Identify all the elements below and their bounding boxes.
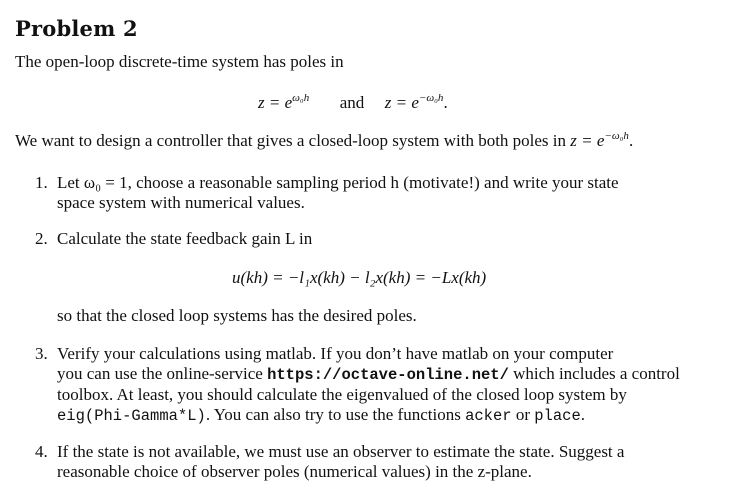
item-4-line-1: If the state is not available, we must use an observer to estimate the state. Suggest a <box>57 442 625 461</box>
item-2-line-2: so that the closed loop systems has the desired poles. <box>57 306 417 325</box>
item-4-number: 4. <box>35 442 48 461</box>
item-3-line-4 <box>57 405 585 426</box>
design-goal-pole-exponent: −ω₀h <box>604 130 629 142</box>
item-3-line-4-mid: . You can also try to use the functions <box>205 405 466 424</box>
code-acker: acker <box>465 407 512 425</box>
item-3-line-2 <box>57 364 680 385</box>
item-1-line-2: space system with numerical values. <box>57 193 305 212</box>
item-3-line-4-end: . <box>580 405 586 424</box>
pole-1: z = e <box>258 93 293 112</box>
feedback-equation: u(kh) = −l₁x(kh) − l₂x(kh) = −Lx(kh) <box>232 268 487 287</box>
item-3-line-3: toolbox. At least, you should calculate the eigenvalued of the closed loop system by <box>57 385 627 404</box>
item-3-line-1: Verify your calculations using matlab. If you don’t have matlab on your computer <box>57 344 614 363</box>
code-eig: eig(Phi-Gamma*L) <box>57 407 206 425</box>
code-place: place <box>534 407 581 425</box>
design-goal-sentence: We want to design a controller that gives a closed-loop system with both poles in <box>15 131 571 150</box>
poles-period: . <box>443 93 448 112</box>
design-goal-pole: z = e <box>570 131 605 150</box>
intro-text: The open-loop discrete-time system has poles in <box>15 52 344 71</box>
problem-title: Problem 2 <box>15 16 138 41</box>
poles-equation <box>258 93 448 113</box>
design-goal-period: . <box>628 131 634 150</box>
item-3-number: 3. <box>35 344 48 363</box>
item-2-line-1: Calculate the state feedback gain L in <box>57 229 313 248</box>
item-1-number: 1. <box>35 173 48 192</box>
item-2-number: 2. <box>35 229 48 248</box>
pole-1-exponent: ω₀h <box>292 92 310 104</box>
item-4-line-2: reasonable choice of observer poles (numerical values) in the z-plane. <box>57 462 532 481</box>
pole-2-exponent: −ω₀h <box>418 92 444 104</box>
pole-2: z = e <box>384 93 419 112</box>
item-3-line-2-end: which includes a control <box>508 364 680 383</box>
octave-online-url[interactable]: https://octave-online.net/ <box>267 366 509 384</box>
design-goal-text <box>15 131 633 151</box>
item-1-line-1: Let ω₀ = 1, choose a reasonable sampling period h (motivate!) and write your state <box>57 173 619 192</box>
item-3-line-2-start: you can use the online-service <box>57 364 268 383</box>
item-3-line-4-or: or <box>511 405 535 424</box>
poles-and: and <box>339 93 365 112</box>
